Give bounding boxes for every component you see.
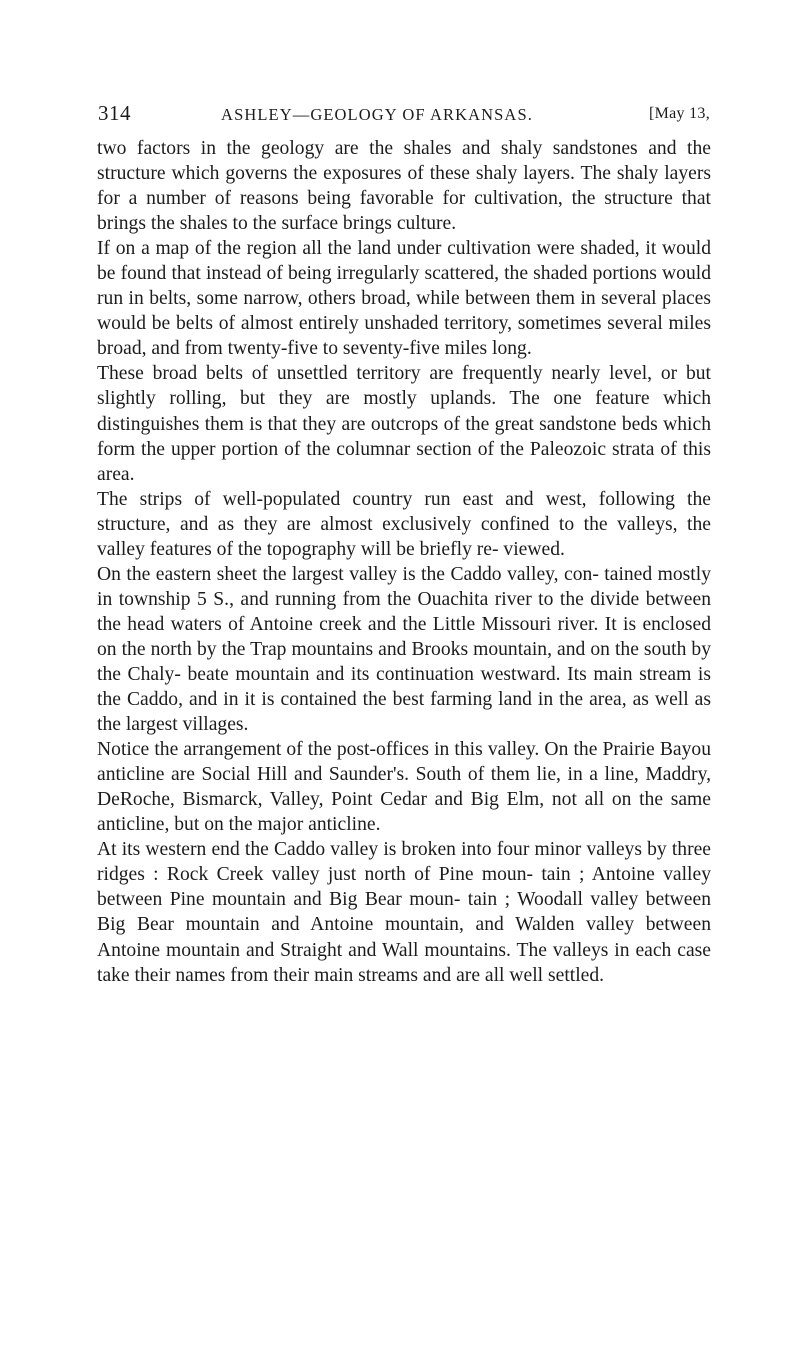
paragraph: These broad belts of unsettled territory are frequently nearly level, or but slightly rolling, but they are mostly uplands. The one feature which distinguishes them is that they are outcrops of the great sandstone beds which form the upper portion of the columnar section of the Paleozoic strata of this area.: [97, 363, 711, 485]
header-date: [May 13,: [648, 105, 710, 122]
paragraph: On the eastern sheet the largest valley is the Caddo valley, con- tained mostly in township 5 S., and running from the Ouachita river to the divide between the head waters of Antoine creek and the Little Missouri river. It is enclosed on the north by the Trap mountains and Brooks mountain, and on the south by the Chaly- beate mountain and its continuation westward. Its main stream is the Caddo, and in it is contained the best farming land in the area, as well as the largest villages.: [97, 563, 711, 736]
body-text: [97, 136, 711, 988]
running-title: ASHLEY—GEOLOGY OF ARKANSAS.: [221, 105, 533, 124]
paragraph: At its western end the Caddo valley is broken into four minor valleys by three ridges : Rock Creek valley just north of Pine moun- tain ; Antoine valley between Pine mountain and Big Bear moun- tain ; Woodall valley between Big Bear mountain and Antoine mountain, and Walden valley between Antoine mountain and Straight and Wall mountains. The valleys in each case take their names from their main streams and are all well settled.: [97, 839, 711, 986]
page-header: [98, 101, 710, 129]
paragraph: If on a map of the region all the land under cultivation were shaded, it would be found that instead of being irregularly scattered, the shaded portions would run in belts, some narrow, others broad, while between them in several places would be belts of almost entirely unshaded territory, sometimes several miles broad, and from twenty-five to seventy-five miles long.: [97, 238, 711, 360]
paragraph: Notice the arrangement of the post-offices in this valley. On the Prairie Bayou anticline are Social Hill and Saunder's. South of them lie, in a line, Maddry, DeRoche, Bismarck, Valley, Point Cedar and Big Elm, not all on the same anticline, but on the major anticline.: [97, 739, 711, 836]
paragraph: two factors in the geology are the shales and shaly sandstones and the structure which governs the exposures of these shaly layers. The shaly layers for a number of reasons being favorable for cultivation, the structure that brings the shales to the surface brings culture.: [97, 138, 711, 235]
page-number: 314: [98, 101, 131, 125]
paragraph: The strips of well-populated country run east and west, following the structure, and as they are almost exclusively confined to the valleys, the valley features of the topography will be briefly re- viewed.: [97, 488, 711, 560]
